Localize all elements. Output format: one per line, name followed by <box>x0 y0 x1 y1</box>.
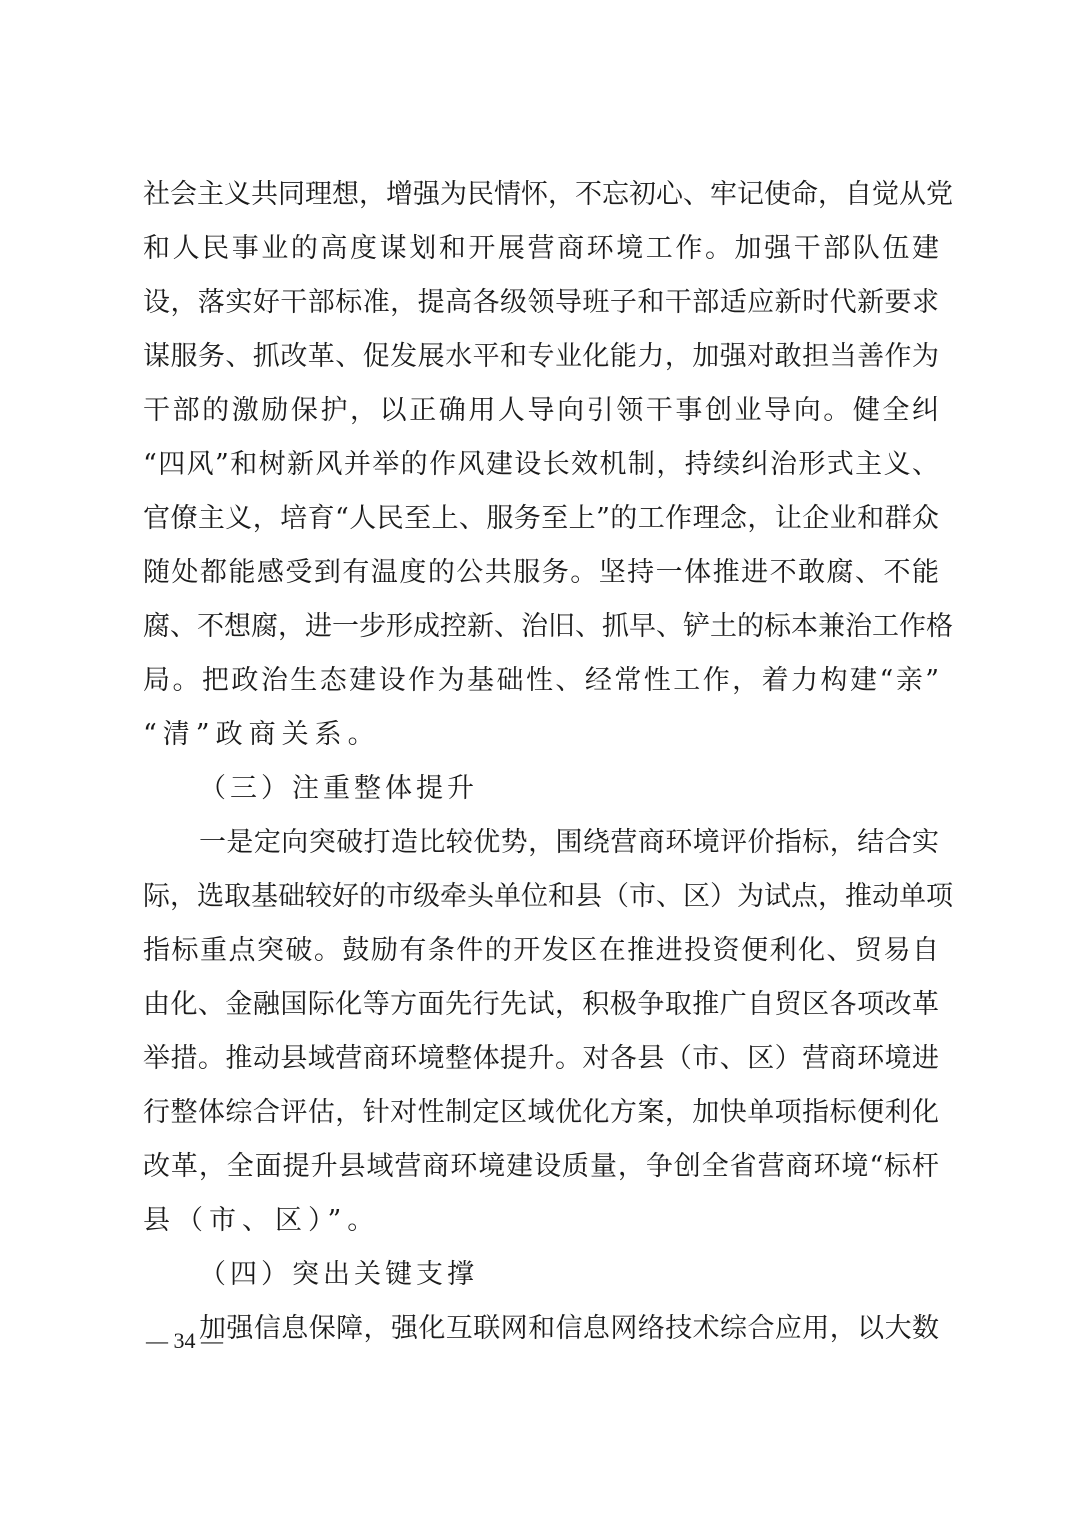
text-line: “四风”和树新风并举的作风建设长效机制，持续纠治形式主义、 <box>143 449 939 480</box>
section-heading-4: （四）突出关键支撑 <box>199 1259 478 1290</box>
text-line: 改革，全面提升县域营商环境建设质量，争创全省营商环境“标杆 <box>143 1151 939 1182</box>
text-line: 行整体综合评估，针对性制定区域优化方案，加快单项指标便利化 <box>143 1097 939 1128</box>
text-line: “清”政商关系。 <box>143 719 381 750</box>
text-line: 指标重点突破。鼓励有条件的开发区在推进投资便利化、贸易自 <box>143 935 939 966</box>
text-line: 官僚主义，培育“人民至上、服务至上”的工作理念，让企业和群众 <box>143 503 939 534</box>
text-line: 由化、金融国际化等方面先行先试，积极争取推广自贸区各项改革 <box>143 989 939 1020</box>
text-line: 设，落实好干部标准，提高各级领导班子和干部适应新时代新要求 <box>143 287 939 318</box>
page-number: — 34 — <box>146 1328 223 1353</box>
section-heading-3: （三）注重整体提升 <box>199 773 478 804</box>
text-line: 局。把政治生态建设作为基础性、经常性工作，着力构建“亲” <box>143 665 939 696</box>
text-line: 县（市、区）”。 <box>143 1205 381 1236</box>
text-line: 和人民事业的高度谋划和开展营商环境工作。加强干部队伍建 <box>143 233 939 264</box>
text-line: 一是定向突破打造比较优势，围绕营商环境评价指标，结合实 <box>199 827 939 858</box>
text-line: 举措。推动县域营商环境整体提升。对各县（市、区）营商环境进 <box>143 1043 939 1074</box>
text-line: 际，选取基础较好的市级牵头单位和县（市、区）为试点，推动单项 <box>143 881 953 912</box>
text-line: 腐、不想腐，进一步形成控新、治旧、抓早、铲土的标本兼治工作格 <box>143 611 953 642</box>
text-line: 干部的激励保护，以正确用人导向引领干事创业导向。健全纠 <box>143 395 939 426</box>
document-body <box>143 168 953 1356</box>
text-line: 谋服务、抓改革、促发展水平和专业化能力，加强对敢担当善作为 <box>143 341 939 372</box>
text-line: 随处都能感受到有温度的公共服务。坚持一体推进不敢腐、不能 <box>143 557 939 588</box>
text-line: 社会主义共同理想，增强为民情怀，不忘初心、牢记使命，自觉从党 <box>143 179 953 210</box>
text-line: 加强信息保障，强化互联网和信息网络技术综合应用，以大数 <box>199 1313 939 1344</box>
